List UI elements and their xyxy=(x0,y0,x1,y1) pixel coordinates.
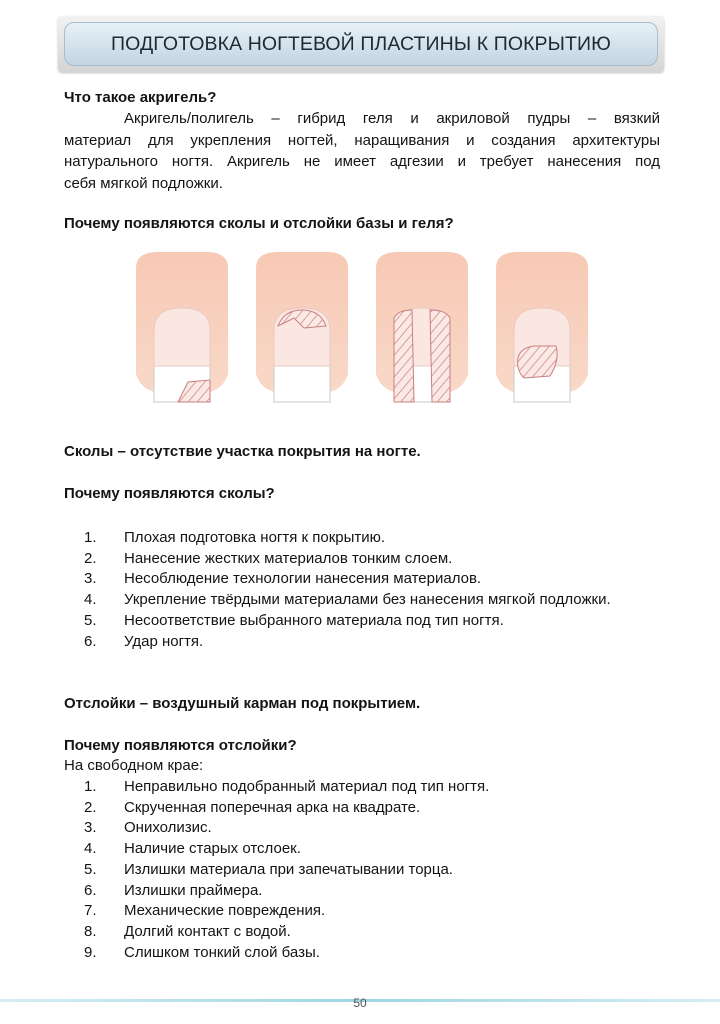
question-chips: Почему появляются сколы? xyxy=(64,485,275,502)
list-item xyxy=(64,611,664,632)
list-text: Скрученная поперечная арка на квадрате. xyxy=(124,798,421,816)
lifting-reasons-list xyxy=(64,777,664,963)
question-lifting: Почему появляются отслойки? xyxy=(64,737,297,754)
question-chips-lifting: Почему появляются сколы и отслойки базы и геля? xyxy=(64,215,454,232)
list-text: Механические повреждения. xyxy=(124,902,326,920)
nail-3 xyxy=(376,252,468,402)
list-item xyxy=(64,922,664,943)
nail-damage-illustration-icon xyxy=(126,248,594,414)
list-text: Плохая подготовка ногтя к покрытию. xyxy=(124,529,386,546)
list-number: 2. xyxy=(84,549,97,567)
list-item xyxy=(64,549,664,570)
list-text: Долгий контакт с водой. xyxy=(124,922,291,940)
list-item xyxy=(64,860,664,881)
list-number: 4. xyxy=(84,840,97,858)
page-title: ПОДГОТОВКА НОГТЕВОЙ ПЛАСТИНЫ К ПОКРЫТИЮ xyxy=(111,32,611,55)
list-text: Несоблюдение технологии нанесения материалов. xyxy=(124,570,482,588)
nail-1 xyxy=(136,252,228,402)
list-text: Слишком тонкий слой базы. xyxy=(124,943,320,961)
list-text: Излишки праймера. xyxy=(124,881,263,899)
nail-2 xyxy=(256,252,348,402)
list-item xyxy=(64,590,664,611)
paragraph-line: Акригель/полигель – гибрид геля и акриловой пудры – вязкий xyxy=(124,110,660,127)
list-number: 6. xyxy=(84,881,97,899)
list-item xyxy=(64,777,664,798)
page-number: 50 xyxy=(353,996,367,1010)
list-item xyxy=(64,818,664,839)
list-number: 5. xyxy=(84,860,97,878)
paragraph-line: натурального ногтя. Акригель не имеет адгезии и требует нанесения под xyxy=(64,153,660,170)
acrygel-paragraph xyxy=(64,108,660,194)
header-title-box xyxy=(64,22,658,66)
list-item xyxy=(64,798,664,819)
list-text: Несоответствие выбранного материала под тип ногтя. xyxy=(124,611,504,629)
list-text: Удар ногтя. xyxy=(124,632,204,650)
list-text: Укрепление твёрдыми материалами без нанесения мягкой подложки. xyxy=(124,591,611,609)
list-item xyxy=(64,901,664,922)
list-number: 5. xyxy=(84,611,97,629)
question-acrygel: Что такое акригель? xyxy=(64,89,217,106)
list-text: Наличие старых отслоек. xyxy=(124,840,301,858)
list-number: 4. xyxy=(84,591,97,609)
paragraph-line: себя мягкой подложки. xyxy=(64,174,223,192)
list-number: 9. xyxy=(84,943,97,961)
list-item xyxy=(64,569,664,590)
list-text: Неправильно подобранный материал под тип ногтя. xyxy=(124,778,490,795)
list-item xyxy=(64,881,664,902)
paragraph-line: материал для укрепления ногтей, наращивания и создания архитектуры xyxy=(64,131,660,149)
list-item xyxy=(64,632,664,653)
list-text: Излишки материала при запечатывании торца. xyxy=(124,860,453,878)
list-item xyxy=(64,839,664,860)
list-number: 2. xyxy=(84,798,97,816)
list-number: 1. xyxy=(84,529,97,546)
chips-reasons-list xyxy=(64,528,664,652)
list-number: 6. xyxy=(84,632,97,650)
list-item xyxy=(64,943,664,964)
nail-4 xyxy=(496,252,588,402)
chips-definition: Сколы – отсутствие участка покрытия на ногте. xyxy=(64,443,421,460)
list-number: 1. xyxy=(84,778,97,795)
lifting-definition: Отслойки – воздушный карман под покрытием. xyxy=(64,695,421,712)
list-text: Онихолизис. xyxy=(124,819,212,837)
list-item xyxy=(64,528,664,549)
list-number: 3. xyxy=(84,570,97,588)
list-number: 3. xyxy=(84,819,97,837)
list-text: Нанесение жестких материалов тонким слоем. xyxy=(124,549,453,567)
list-number: 7. xyxy=(84,902,97,920)
lifting-subheading: На свободном крае: xyxy=(64,757,204,774)
list-number: 8. xyxy=(84,922,97,940)
